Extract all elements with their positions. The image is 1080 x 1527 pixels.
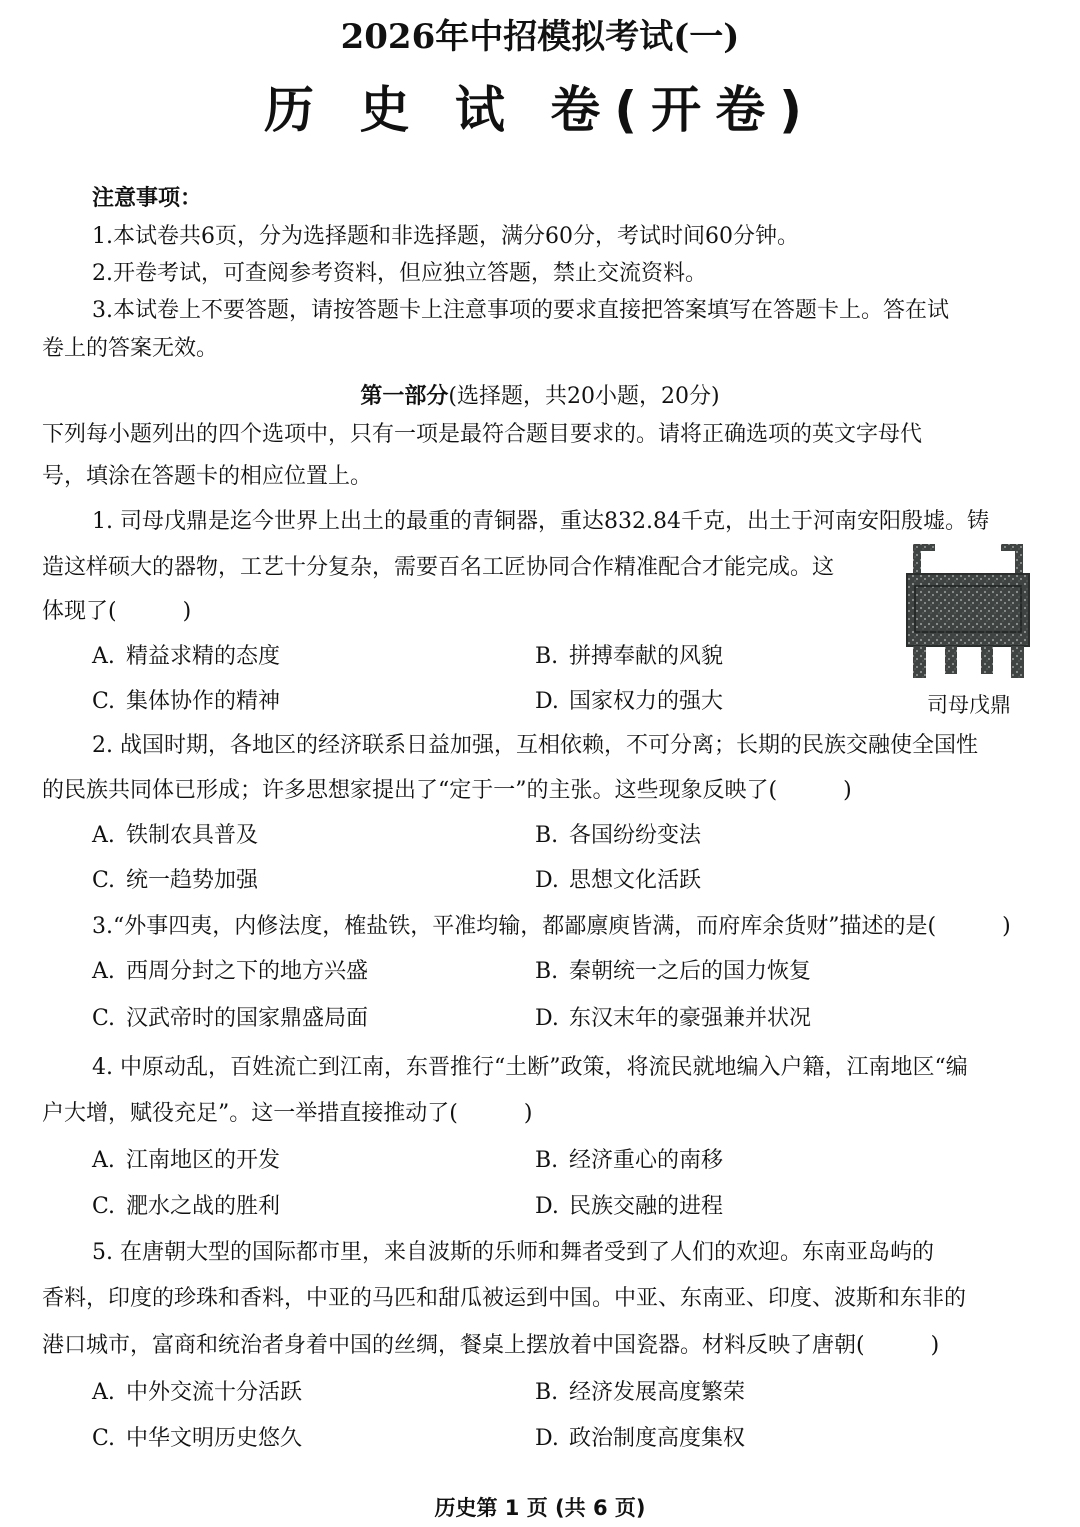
notice-item-1: 1.本试卷共6页，分为选择题和非选择题，满分60分，考试时间60分钟。 [92, 224, 799, 249]
page-footer: 历史第 1 页 (共 6 页) [434, 1496, 646, 1520]
question-2-option-a: A. 铁制农具普及 [92, 823, 259, 848]
question-4-option-c: C. 淝水之战的胜利 [92, 1194, 281, 1219]
question-1-line-1: 1. 司母戊鼎是迄今世界上出土的最重的青铜器，重达832.84千克，出土于河南安阳殷墟。铸 [92, 509, 989, 534]
question-5-option-d: D. 政治制度高度集权 [535, 1426, 746, 1451]
question-2-option-b: B. 各国纷纷变法 [535, 823, 702, 848]
question-4-line-2: 户大增，赋役充足”。这一举措直接推动了( ) [42, 1101, 533, 1126]
question-2-line-1: 2. 战国时期，各地区的经济联系日益加强，互相依赖，不可分离；长期的民族交融使全国性 [92, 733, 978, 758]
question-4-option-d: D. 民族交融的进程 [535, 1194, 724, 1219]
question-4-line-1: 4. 中原动乱，百姓流亡到江南，东晋推行“土断”政策，将流民就地编入户籍，江南地区“编 [92, 1055, 968, 1080]
question-2-option-d: D. 思想文化活跃 [535, 868, 702, 893]
part1-heading-label: 第一部分 [360, 384, 449, 409]
question-1-line-3: 体现了( ) [42, 599, 192, 624]
question-3-option-c: C. 汉武帝时的国家鼎盛局面 [92, 1006, 369, 1031]
part1-instruction-2: 号，填涂在答题卡的相应位置上。 [42, 464, 373, 489]
question-4-option-b: B. 经济重心的南移 [535, 1148, 724, 1173]
question-1-option-a: A. 精益求精的态度 [92, 644, 281, 669]
question-5-line-3: 港口城市，富商和统治者身着中国的丝绸，餐桌上摆放着中国瓷器。材料反映了唐朝( ) [42, 1333, 940, 1358]
question-2-line-2: 的民族共同体已形成；许多思想家提出了“定于一”的主张。这些现象反映了( ) [42, 778, 852, 803]
part1-heading [0, 382, 1080, 412]
notice-item-3-cont: 卷上的答案无效。 [42, 336, 219, 361]
question-3-option-b: B. 秦朝统一之后的国力恢复 [535, 959, 812, 984]
question-3-option-d: D. 东汉末年的豪强兼并状况 [535, 1006, 812, 1031]
question-1-option-b: B. 拼搏奉献的风貌 [535, 644, 724, 669]
notice-item-3: 3.本试卷上不要答题，请按答题卡上注意事项的要求直接把答案填写在答题卡上。答在试 [92, 298, 949, 323]
notice-item-2: 2.开卷考试，可查阅参考资料，但应独立答题，禁止交流资料。 [92, 261, 707, 286]
question-1-option-d: D. 国家权力的强大 [535, 689, 724, 714]
question-3-option-a: A. 西周分封之下的地方兴盛 [92, 959, 369, 984]
figure-caption: 司母戊鼎 [927, 693, 1011, 717]
question-5-line-1: 5. 在唐朝大型的国际都市里，来自波斯的乐师和舞者受到了人们的欢迎。东南亚岛屿的 [92, 1240, 934, 1265]
question-5-option-b: B. 经济发展高度繁荣 [535, 1380, 746, 1405]
bronze-ding-icon [903, 542, 1033, 680]
question-1-line-2: 造这样硕大的器物，工艺十分复杂，需要百名工匠协同合作精准配合才能完成。这 [42, 555, 835, 580]
exam-title: 2026年中招模拟考试(一) [340, 17, 740, 57]
paper-title: 历 史 试 卷(开卷) [264, 81, 816, 139]
question-5-option-c: C. 中华文明历史悠久 [92, 1426, 303, 1451]
question-3-line-1: 3.“外事四夷，内修法度，榷盐铁，平准均输，都鄙廪庾皆满，而府库余货财”描述的是( ) [92, 914, 1011, 939]
question-5-option-a: A. 中外交流十分活跃 [92, 1380, 303, 1405]
question-1-option-c: C. 集体协作的精神 [92, 689, 281, 714]
question-2-option-c: C. 统一趋势加强 [92, 868, 259, 893]
part1-heading-note: (选择题，共20小题，20分) [448, 384, 720, 409]
question-5-line-2: 香料，印度的珍珠和香料，中亚的马匹和甜瓜被运到中国。中亚、东南亚、印度、波斯和东非的 [42, 1286, 967, 1311]
notice-heading: 注意事项： [92, 186, 203, 211]
part1-instruction-1: 下列每小题列出的四个选项中，只有一项是最符合题目要求的。请将正确选项的英文字母代 [42, 422, 923, 447]
question-4-option-a: A. 江南地区的开发 [92, 1148, 281, 1173]
